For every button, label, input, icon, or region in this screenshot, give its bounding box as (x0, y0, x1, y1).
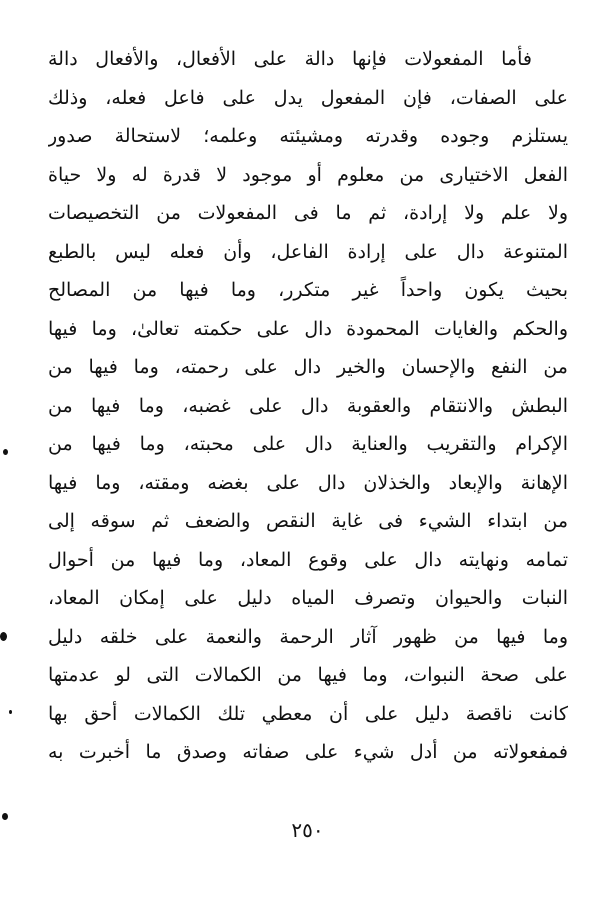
text-line: فمفعولاته من أدل شيء على صفاته وصدق ما أخبرت به (48, 741, 568, 763)
text-line: على الصفات، فإن المفعول يدل على فاعل فعله، وذلك (48, 86, 568, 109)
text-line: الإكرام والتقريب والعناية دال على محبته، وما فيها من (48, 433, 568, 455)
scan-speck (2, 813, 8, 820)
text-line: من النفع والإحسان والخير دال على رحمته، وما فيها من (48, 356, 568, 378)
text-line: الإهانة والإبعاد والخذلان دال على بغضه ومقته، وما فيها (48, 471, 568, 494)
page-number: ٢٥٠ (291, 818, 324, 842)
scan-speck (3, 449, 8, 455)
scan-speck (9, 710, 12, 714)
text-line: فأما المفعولات فإنها دالة على الأفعال، والأفعال دالة (48, 48, 532, 70)
scan-speck (0, 632, 7, 641)
text-line: البطش والانتقام والعقوبة دال على غضبه، وما فيها من (48, 394, 568, 417)
body-text (48, 40, 568, 772)
text-line: ولا علم ولا إرادة، ثم ما فى المفعولات من التخصيصات (48, 202, 568, 224)
text-line: والحكم والغايات المحمودة دال على حكمته تعالىٰ، وما فيها (48, 317, 568, 340)
text-line: تمامه ونهايته دال على وقوع المعاد، وما فيها من أحوال (48, 548, 568, 571)
text-line: النبات والحيوان وتصرف المياه دليل على إمكان المعاد، (48, 587, 568, 609)
text-line: يستلزم وجوده وقدرته ومشيئته وعلمه؛ لاستحالة صدور (48, 125, 568, 147)
text-line: من ابتداء الشيء فى غاية النقص والضعف ثم سوقه إلى (48, 510, 568, 532)
text-line: كانت ناقصة دليل على أن معطي تلك الكمالات أحق بها (48, 702, 568, 725)
text-line: على صحة النبوات، وما فيها من الكمالات التى لو عدمتها (48, 664, 568, 686)
text-line: وما فيها من ظهور آثار الرحمة والنعمة على خلقه دليل (48, 625, 568, 648)
text-line: المتنوعة دال على إرادة الفاعل، وأن فعله ليس بالطبع (48, 240, 568, 263)
text-line: بحيث يكون واحداً غير متكرر، وما فيها من المصالح (48, 279, 568, 301)
text-line: الفعل الاختيارى من معلوم أو موجود لا قدرة له ولا حياة (48, 163, 568, 186)
